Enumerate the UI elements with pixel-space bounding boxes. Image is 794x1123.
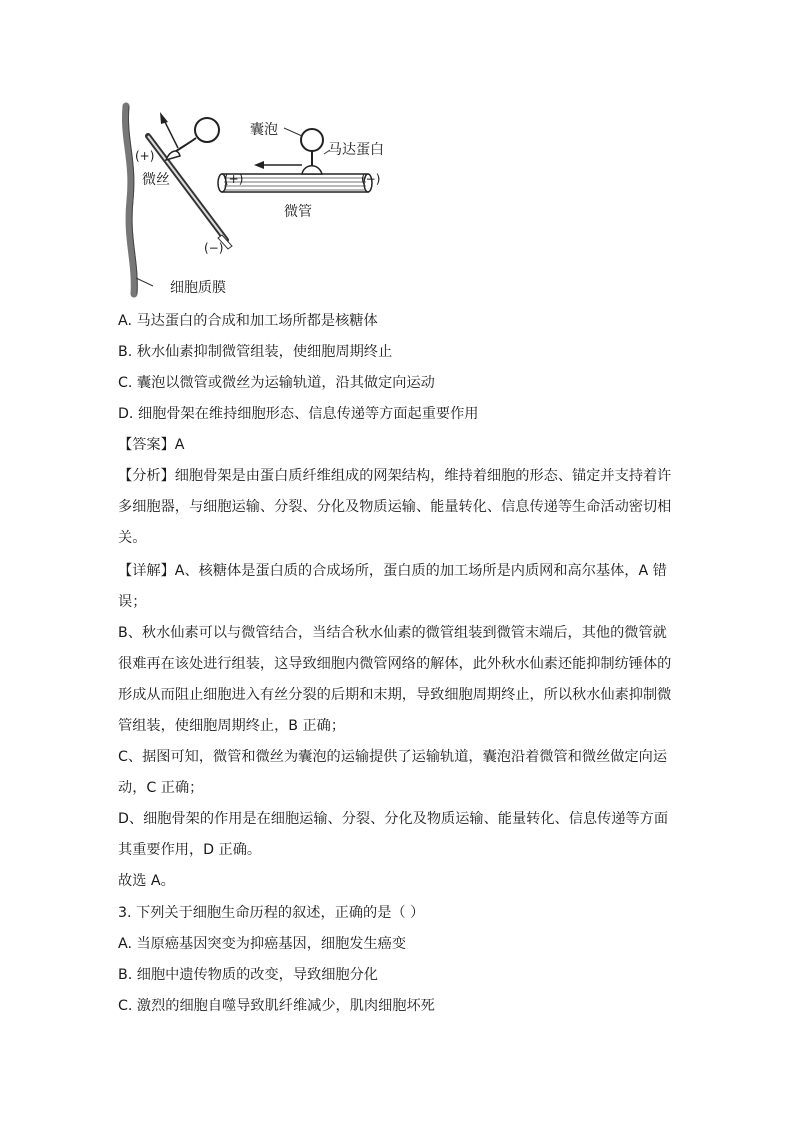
membrane-label: 细胞质膜 [170,280,226,296]
answer-line: 【答案】A [118,437,185,453]
q3-option-a: A. 当原癌基因突变为抑癌基因，细胞发生癌变 [118,936,407,952]
motor-protein-label: 马达蛋白 [328,142,384,158]
question-3-stem: 3. 下列关于细胞生命历程的叙述，正确的是（ ） [118,905,425,921]
detail-line: 管组装，使细胞周期终止，B 正确； [118,718,346,734]
detail-line: D、细胞骨架的作用是在细胞运输、分裂、分化及物质运输、能量转化、信息传递等方面 [118,811,669,827]
option-a: A. 马达蛋白的合成和加工场所都是核糖体 [118,313,378,329]
detail-line: 【详解】A、核糖体是蛋白质的合成场所，蛋白质的加工场所是内质网和高尔基体，A 错 [118,563,667,579]
analysis-paragraph [118,467,674,560]
analysis-line: 【分析】细胞骨架是由蛋白质纤维组成的网架结构，维持着细胞的形态、锚定并支持着许 [118,468,672,484]
microtubule-shape [222,174,368,192]
right-vesicle-shape [301,129,323,151]
option-b: B. 秋水仙素抑制微管组装，使细胞周期终止 [118,344,393,360]
plus-left-label: (+) [135,149,155,163]
left-vesicle-shape [195,118,219,142]
q3-option-b: B. 细胞中遗传物质的改变，导致细胞分化 [118,967,378,983]
detail-paragraph [118,562,674,903]
analysis-line: 关。 [118,530,147,546]
microfilament-label: 微丝 [142,172,170,188]
q3-option-c: C. 激烈的细胞自噬导致肌纤维减少，肌肉细胞坏死 [118,998,435,1014]
detail-line: 误； [118,594,147,610]
cytoskeleton-transport-figure [118,100,408,300]
option-c: C. 囊泡以微管或微丝为运输轨道，沿其做定向运动 [118,375,435,391]
microtubule-label: 微管 [284,204,312,220]
minus-right-label: (−) [361,172,381,186]
detail-line: C、据图可知，微管和微丝为囊泡的运输提供了运输轨道，囊泡沿着微管和微丝做定向运 [118,749,668,765]
detail-line: 形成从而阻止细胞进入有丝分裂的后期和末期，导致细胞周期终止，所以秋水仙素抑制微 [118,687,672,703]
minus-left-label: (−) [204,241,224,255]
detail-line: 动，C 正确； [118,780,204,796]
vesicle-label: 囊泡 [250,122,278,138]
detail-line: 故选 A。 [118,873,175,889]
detail-line: B、秋水仙素可以与微管结合，当结合秋水仙素的微管组装到微管末端后，其他的微管就 [118,625,667,641]
analysis-line: 多细胞器，与细胞运输、分裂、分化及物质运输、能量转化、信息传递等生命活动密切相 [118,499,672,515]
detail-line: 其重要作用，D 正确。 [118,842,262,858]
detail-line: 很难再在该处进行组装，这导致细胞内微管网络的解体，此外秋水仙素还能抑制纺锤体的 [118,656,672,672]
plus-right-label: (+) [224,172,244,186]
option-d: D. 细胞骨架在维持细胞形态、信息传递等方面起重要作用 [118,406,479,422]
